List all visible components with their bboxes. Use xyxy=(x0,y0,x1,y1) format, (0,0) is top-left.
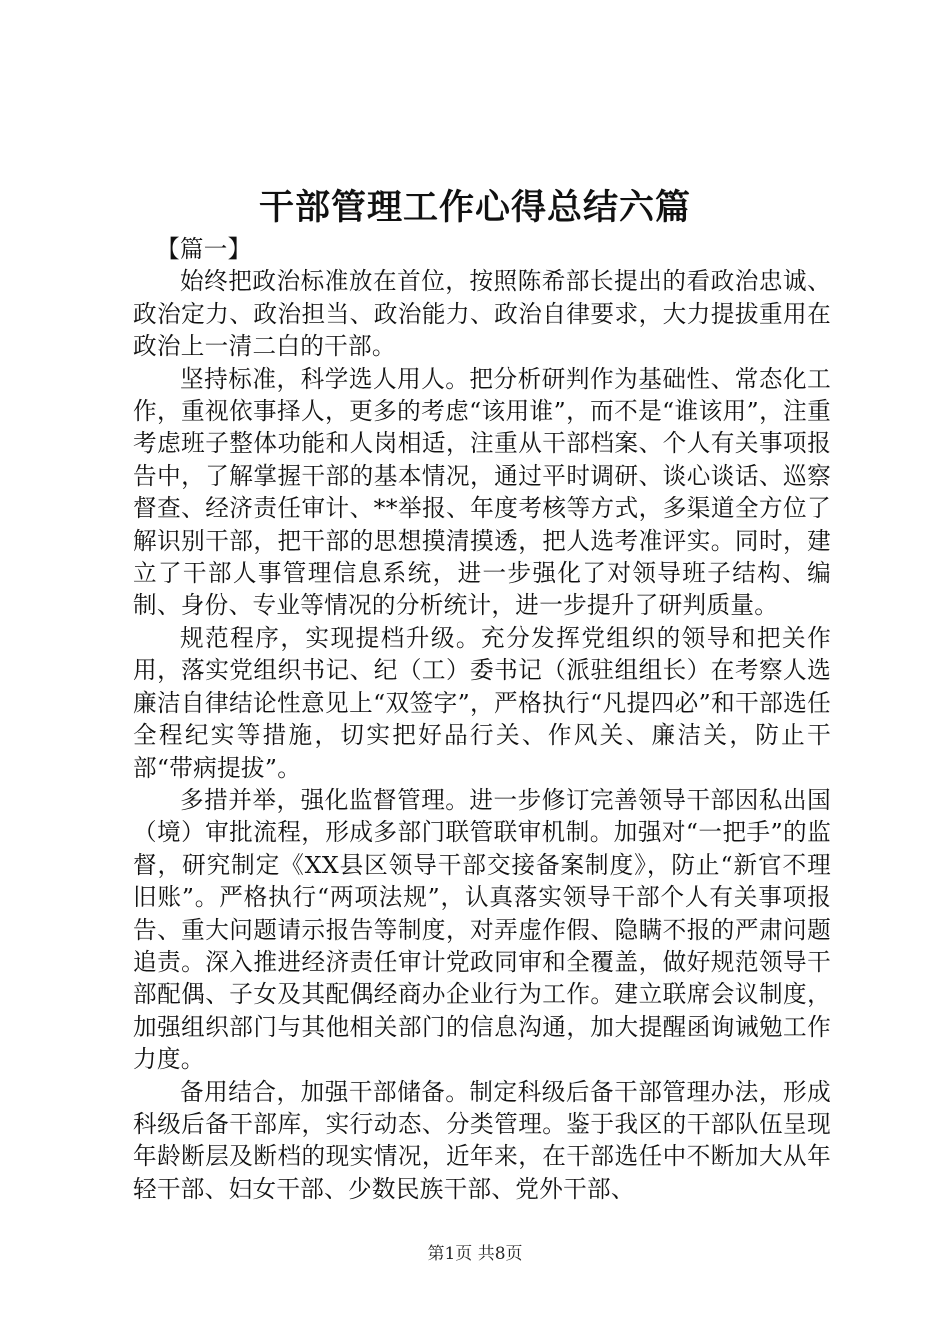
paragraph-reserve-cadres: 备用结合，加强干部储备。制定科级后备干部管理办法，形成科级后备干部库，实行动态、分类管理。鉴于我区的干部队伍呈现年龄断层及断档的现实情况，近年来，在干部选任中不断加大从年轻干部、妇女干部、少数民族干部、党外干部、 xyxy=(133,1077,831,1203)
paragraph-standard-procedure: 规范程序，实现提档升级。充分发挥党组织的领导和把关作用，落实党组织书记、纪（工）委书记（派驻组组长）在考察人选廉洁自律结论性意见上“双签字”，严格执行“凡提四必”和干部选任全程纪实等措施，切实把好品行关、作风关、廉洁关，防止干部“带病提拔”。 xyxy=(133,623,831,782)
paragraph-scientific-selection: 坚持标准，科学选人用人。把分析研判作为基础性、常态化工作，重视依事择人，更多的考虑“该用谁”，而不是“谁该用”，注重考虑班子整体功能和人岗相适，注重从干部档案、个人有关事项报告中，了解掌握干部的基本情况，通过平时调研、谈心谈话、巡察督查、经济责任审计、**举报、年度考核等方式，多渠道全方位了解识别干部，把干部的思想摸清摸透，把人选考准评实。同时，建立了干部人事管理信息系统，进一步强化了对领导班子结构、编制、身份、专业等情况的分析统计，进一步提升了研判质量。 xyxy=(133,364,831,620)
page-footer: 第1页 共8页 xyxy=(427,1244,523,1264)
document-title: 干部管理工作心得总结六篇 xyxy=(258,187,691,228)
paragraph-political-standard: 始终把政治标准放在首位，按照陈希部长提出的看政治忠诚、政治定力、政治担当、政治能力、政治自律要求，大力提拔重用在政治上一清二白的干部。 xyxy=(133,267,831,361)
document-body xyxy=(133,233,831,1205)
section-label: 【篇一】 xyxy=(156,235,252,263)
paragraph-supervision: 多措并举，强化监督管理。进一步修订完善领导干部因私出国（境）审批流程，形成多部门联管联审机制。加强对“一把手”的监督，研究制定《XX县区领导干部交接备案制度》，防止“新官不理旧账”。严格执行“两项法规”，认真落实领导干部个人有关事项报告、重大问题请示报告等制度，对弄虚作假、隐瞒不报的严肃问题追责。深入推进经济责任审计党政同审和全覆盖，做好规范领导干部配偶、子女及其配偶经商办企业行为工作。建立联席会议制度，加强组织部门与其他相关部门的信息沟通，加大提醒函询诫勉工作力度。 xyxy=(133,785,831,1074)
